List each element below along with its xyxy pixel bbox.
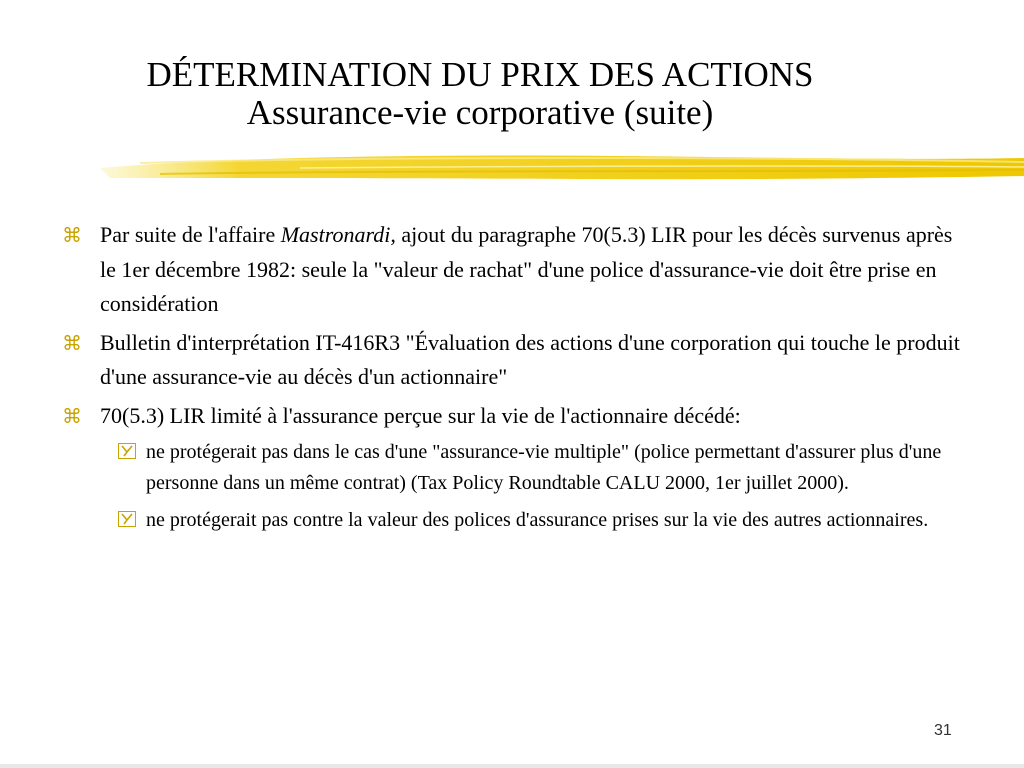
bottom-divider [0,764,1024,768]
bullet-1-case-name: Mastronardi, [280,222,396,247]
sub-bullet-1-text: ne protégerait pas dans le cas d'une "assurance-vie multiple" (police permettant d'assurer plus d'une personne dans un même contrat) (Tax Policy Roundtable CALU 2000, 1er juillet 2000). [146,441,942,494]
title-line-2: Assurance-vie corporative (suite) [246,93,714,132]
bullet-item-2 [60,326,960,395]
bullet-3-text: 70(5.3) LIR limité à l'assurance perçue sur la vie de l'actionnaire décédé: [100,402,741,428]
sub-bullet-2-text: ne protégerait pas contre la valeur des polices d'assurance prises sur la vie des autres actionnaires. [146,509,929,531]
slide-content [60,218,960,542]
command-icon: ⌘ [62,223,82,247]
command-icon: ⌘ [62,403,82,428]
bullet-2-text: Bulletin d'interprétation IT-416R3 "Évaluation des actions d'une corporation qui touche le produit d'une assurance-vie au décès d'un actionnaire" [100,329,960,389]
title-line-1: DÉTERMINATION DU PRIX DES ACTIONS [146,55,814,94]
bullet-1-pre: Par suite de l'affaire [100,222,281,247]
bullet-item-3 [60,399,960,434]
bullet-item-1 [60,218,960,322]
checkbox-y-icon [118,443,136,459]
bullet-1-post: ajout du paragraphe 70(5.3) LIR pour les décès survenus après le 1er décembre 1982: seule la "valeur de rachat" d'une police d'assurance-vie doit être prise en considération [100,222,953,316]
sub-bullet-item-2 [60,505,960,536]
sub-bullet-item-1 [60,437,960,499]
command-icon: ⌘ [62,330,82,355]
slide-title [0,56,960,132]
page-number: 31 [934,722,952,739]
checkbox-y-icon [118,511,136,527]
brush-stroke-divider [100,148,1024,188]
